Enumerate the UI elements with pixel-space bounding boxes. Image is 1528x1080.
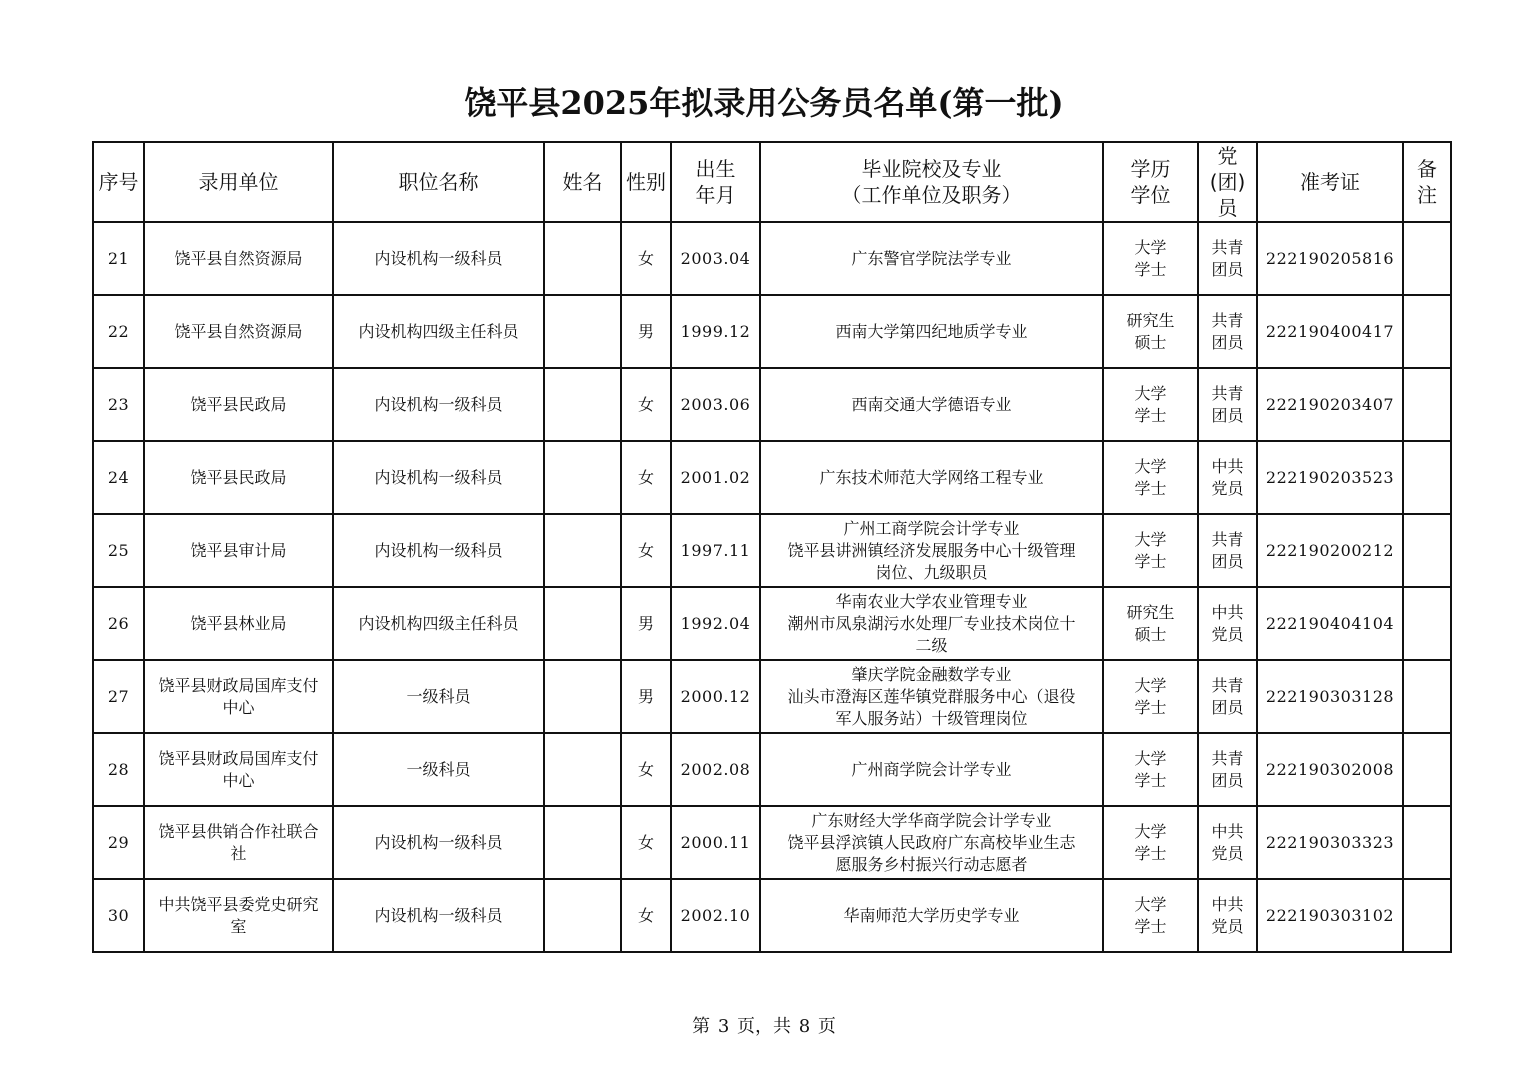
- cell-party-line: 团员: [1211, 770, 1244, 790]
- cell-remark: [1403, 368, 1451, 441]
- cell-school: [760, 806, 1103, 879]
- cell-seq: 22: [93, 295, 144, 368]
- table-row: [93, 660, 1451, 733]
- cell-party-line: 团员: [1211, 332, 1244, 352]
- cell-unit: [144, 879, 333, 952]
- header-party-line: 员: [1217, 196, 1238, 220]
- cell-name: [544, 733, 621, 806]
- cell-party-line: 中共: [1211, 602, 1244, 622]
- cell-education-line: 学士: [1134, 259, 1167, 279]
- header-party-line: (团): [1209, 170, 1246, 194]
- cell-school: [760, 733, 1103, 806]
- cell-position: 内设机构一级科员: [333, 368, 544, 441]
- cell-education: [1103, 295, 1198, 368]
- header-school-line: （工作单位及职务）: [841, 183, 1022, 207]
- cell-education-line: 学士: [1134, 478, 1167, 498]
- cell-remark: [1403, 733, 1451, 806]
- cell-party-line: 党员: [1211, 916, 1244, 936]
- cell-school-line: 肇庆学院金融数学专业: [851, 664, 1012, 684]
- cell-exam-id: 222190404104: [1257, 587, 1403, 660]
- header-unit: 录用单位: [144, 142, 333, 222]
- cell-unit: [144, 806, 333, 879]
- header-education-line: 学历: [1130, 157, 1171, 181]
- table-row: [93, 222, 1451, 295]
- cell-exam-id: 222190303102: [1257, 879, 1403, 952]
- cell-exam-id: 222190205816: [1257, 222, 1403, 295]
- cell-education-line: 研究生: [1126, 310, 1175, 330]
- cell-education: [1103, 441, 1198, 514]
- cell-school: [760, 368, 1103, 441]
- cell-name: [544, 514, 621, 587]
- cell-remark: [1403, 806, 1451, 879]
- cell-unit-line: 社: [230, 843, 247, 863]
- cell-unit-line: 饶平县供销合作社联合: [158, 821, 319, 841]
- cell-birth: 2000.12: [671, 660, 760, 733]
- table-row: [93, 587, 1451, 660]
- cell-party-line: 共青: [1211, 237, 1244, 257]
- header-birth: [671, 142, 760, 222]
- cell-party-line: 党员: [1211, 843, 1244, 863]
- cell-name: [544, 441, 621, 514]
- header-education: [1103, 142, 1198, 222]
- cell-gender: 女: [621, 441, 671, 514]
- cell-birth: 2002.10: [671, 879, 760, 952]
- cell-school: [760, 587, 1103, 660]
- cell-position: 内设机构一级科员: [333, 222, 544, 295]
- cell-birth: 2003.06: [671, 368, 760, 441]
- cell-remark: [1403, 514, 1451, 587]
- cell-party: [1198, 295, 1257, 368]
- cell-party: [1198, 587, 1257, 660]
- cell-exam-id: 222190303323: [1257, 806, 1403, 879]
- cell-position: 内设机构一级科员: [333, 441, 544, 514]
- cell-education: [1103, 733, 1198, 806]
- cell-school-line: 饶平县讲洲镇经济发展服务中心十级管理: [787, 540, 1076, 560]
- cell-education: [1103, 222, 1198, 295]
- cell-school-line: 广州工商学院会计学专业: [843, 518, 1020, 538]
- cell-gender: 女: [621, 879, 671, 952]
- cell-seq: 29: [93, 806, 144, 879]
- cell-position: 一级科员: [333, 733, 544, 806]
- cell-unit-line: 饶平县财政局国库支付: [158, 675, 319, 695]
- header-seq: 序号: [93, 142, 144, 222]
- cell-school: [760, 441, 1103, 514]
- cell-exam-id: 222190203407: [1257, 368, 1403, 441]
- header-school-line: 毕业院校及专业: [861, 157, 1002, 181]
- cell-party: [1198, 806, 1257, 879]
- cell-education-line: 硕士: [1134, 624, 1167, 644]
- cell-education: [1103, 806, 1198, 879]
- cell-unit: 饶平县民政局: [144, 441, 333, 514]
- cell-party-line: 共青: [1211, 675, 1244, 695]
- cell-party: [1198, 660, 1257, 733]
- cell-gender: 女: [621, 733, 671, 806]
- cell-unit-line: 饶平县财政局国库支付: [158, 748, 319, 768]
- cell-seq: 24: [93, 441, 144, 514]
- cell-unit-line: 室: [230, 916, 247, 936]
- cell-remark: [1403, 587, 1451, 660]
- table-row: [93, 441, 1451, 514]
- cell-unit: 饶平县自然资源局: [144, 295, 333, 368]
- cell-party: [1198, 368, 1257, 441]
- cell-unit: [144, 660, 333, 733]
- header-name: 姓名: [544, 142, 621, 222]
- cell-birth: 1997.11: [671, 514, 760, 587]
- cell-gender: 女: [621, 514, 671, 587]
- cell-birth: 1999.12: [671, 295, 760, 368]
- cell-school-line: 军人服务站）十级管理岗位: [835, 708, 1028, 728]
- cell-exam-id: 222190302008: [1257, 733, 1403, 806]
- cell-birth: 2002.08: [671, 733, 760, 806]
- cell-position: 内设机构四级主任科员: [333, 587, 544, 660]
- cell-school-line: 广东警官学院法学专业: [851, 248, 1012, 268]
- cell-school-line: 华南农业大学农业管理专业: [835, 591, 1028, 611]
- cell-exam-id: 222190303128: [1257, 660, 1403, 733]
- roster-table: [92, 141, 1452, 953]
- cell-school: [760, 295, 1103, 368]
- cell-education-line: 大学: [1134, 383, 1167, 403]
- cell-education-line: 硕士: [1134, 332, 1167, 352]
- cell-remark: [1403, 441, 1451, 514]
- cell-school-line: 潮州市凤泉湖污水处理厂专业技术岗位十: [787, 613, 1076, 633]
- cell-education-line: 研究生: [1126, 602, 1175, 622]
- cell-birth: 2001.02: [671, 441, 760, 514]
- cell-school-line: 二级: [915, 635, 948, 655]
- header-party-line: 党: [1217, 144, 1238, 168]
- roster-body: [93, 222, 1451, 952]
- cell-school-line: 广东财经大学华商学院会计学专业: [811, 810, 1052, 830]
- cell-education: [1103, 514, 1198, 587]
- cell-gender: 女: [621, 806, 671, 879]
- table-row: [93, 368, 1451, 441]
- cell-name: [544, 295, 621, 368]
- table-row: [93, 514, 1451, 587]
- cell-position: 内设机构一级科员: [333, 514, 544, 587]
- header-school: [760, 142, 1103, 222]
- cell-party-line: 团员: [1211, 259, 1244, 279]
- cell-birth: 1992.04: [671, 587, 760, 660]
- header-remark-line: 备: [1417, 157, 1437, 181]
- cell-education-line: 学士: [1134, 770, 1167, 790]
- cell-remark: [1403, 295, 1451, 368]
- cell-unit: 饶平县民政局: [144, 368, 333, 441]
- cell-school-line: 西南大学第四纪地质学专业: [835, 321, 1028, 341]
- header-birth-line: 出生: [695, 157, 736, 181]
- cell-party-line: 共青: [1211, 748, 1244, 768]
- header-birth-line: 年月: [695, 183, 736, 207]
- cell-exam-id: 222190200212: [1257, 514, 1403, 587]
- cell-name: [544, 660, 621, 733]
- cell-exam-id: 222190400417: [1257, 295, 1403, 368]
- cell-name: [544, 879, 621, 952]
- cell-unit: [144, 733, 333, 806]
- cell-education: [1103, 660, 1198, 733]
- cell-party: [1198, 514, 1257, 587]
- footer-prefix: 第: [692, 1016, 711, 1037]
- cell-party-line: 团员: [1211, 697, 1244, 717]
- cell-school: [760, 879, 1103, 952]
- cell-party: [1198, 222, 1257, 295]
- cell-position: 内设机构四级主任科员: [333, 295, 544, 368]
- header-exam-id: 准考证: [1257, 142, 1403, 222]
- cell-school-line: 饶平县浮滨镇人民政府广东高校毕业生志: [787, 832, 1076, 852]
- cell-remark: [1403, 879, 1451, 952]
- cell-education-line: 大学: [1134, 529, 1167, 549]
- cell-party-line: 团员: [1211, 551, 1244, 571]
- cell-party-line: 中共: [1211, 894, 1244, 914]
- cell-school-line: 广东技术师范大学网络工程专业: [819, 467, 1044, 487]
- header-remark: [1403, 142, 1451, 222]
- cell-name: [544, 806, 621, 879]
- cell-school-line: 西南交通大学德语专业: [851, 394, 1012, 414]
- cell-unit: 饶平县自然资源局: [144, 222, 333, 295]
- cell-school-line: 华南师范大学历史学专业: [843, 905, 1020, 925]
- cell-position: 一级科员: [333, 660, 544, 733]
- cell-party-line: 共青: [1211, 310, 1244, 330]
- header-education-line: 学位: [1130, 183, 1171, 207]
- cell-gender: 女: [621, 222, 671, 295]
- cell-party-line: 党员: [1211, 624, 1244, 644]
- cell-school: [760, 222, 1103, 295]
- cell-education-line: 大学: [1134, 748, 1167, 768]
- page-footer: [0, 1012, 1528, 1038]
- footer-suffix: 页: [817, 1016, 836, 1037]
- header-remark-line: 注: [1417, 183, 1437, 207]
- cell-education-line: 学士: [1134, 405, 1167, 425]
- cell-party-line: 共青: [1211, 383, 1244, 403]
- table-row: [93, 806, 1451, 879]
- cell-party-line: 团员: [1211, 405, 1244, 425]
- cell-education-line: 大学: [1134, 237, 1167, 257]
- header-party: [1198, 142, 1257, 222]
- table-row: [93, 879, 1451, 952]
- cell-party-line: 中共: [1211, 456, 1244, 476]
- cell-school-line: 汕头市澄海区莲华镇党群服务中心（退役: [787, 686, 1076, 706]
- page-title: 饶平县2025年拟录用公务员名单(第一批): [464, 84, 1064, 122]
- footer-page-total: 8: [798, 1016, 811, 1037]
- cell-school: [760, 660, 1103, 733]
- cell-education-line: 学士: [1134, 697, 1167, 717]
- cell-seq: 21: [93, 222, 144, 295]
- cell-seq: 25: [93, 514, 144, 587]
- cell-seq: 26: [93, 587, 144, 660]
- header-position: 职位名称: [333, 142, 544, 222]
- cell-unit-line: 中心: [222, 697, 255, 717]
- header-row: [93, 142, 1451, 222]
- cell-party: [1198, 879, 1257, 952]
- cell-birth: 2000.11: [671, 806, 760, 879]
- cell-name: [544, 587, 621, 660]
- cell-exam-id: 222190203523: [1257, 441, 1403, 514]
- cell-seq: 30: [93, 879, 144, 952]
- cell-education-line: 学士: [1134, 551, 1167, 571]
- cell-gender: 男: [621, 587, 671, 660]
- cell-education-line: 大学: [1134, 675, 1167, 695]
- cell-seq: 23: [93, 368, 144, 441]
- cell-seq: 28: [93, 733, 144, 806]
- cell-party-line: 共青: [1211, 529, 1244, 549]
- cell-party: [1198, 733, 1257, 806]
- cell-gender: 男: [621, 660, 671, 733]
- cell-unit-line: 中共饶平县委党史研究: [158, 894, 319, 914]
- cell-seq: 27: [93, 660, 144, 733]
- cell-gender: 男: [621, 295, 671, 368]
- cell-position: 内设机构一级科员: [333, 806, 544, 879]
- cell-school-line: 愿服务乡村振兴行动志愿者: [835, 854, 1028, 874]
- footer-mid: 页，共: [737, 1016, 791, 1037]
- cell-unit-line: 中心: [222, 770, 255, 790]
- cell-school-line: 广州商学院会计学专业: [851, 759, 1012, 779]
- footer-page-current: 3: [717, 1016, 730, 1037]
- cell-remark: [1403, 222, 1451, 295]
- table-row: [93, 733, 1451, 806]
- cell-unit: 饶平县审计局: [144, 514, 333, 587]
- cell-education-line: 学士: [1134, 916, 1167, 936]
- cell-party-line: 中共: [1211, 821, 1244, 841]
- cell-party: [1198, 441, 1257, 514]
- cell-education-line: 大学: [1134, 894, 1167, 914]
- cell-birth: 2003.04: [671, 222, 760, 295]
- table-row: [93, 295, 1451, 368]
- cell-education-line: 学士: [1134, 843, 1167, 863]
- cell-remark: [1403, 660, 1451, 733]
- cell-party-line: 党员: [1211, 478, 1244, 498]
- cell-name: [544, 222, 621, 295]
- cell-education-line: 大学: [1134, 821, 1167, 841]
- cell-education: [1103, 587, 1198, 660]
- cell-education: [1103, 879, 1198, 952]
- cell-education-line: 大学: [1134, 456, 1167, 476]
- cell-education: [1103, 368, 1198, 441]
- cell-unit: 饶平县林业局: [144, 587, 333, 660]
- cell-gender: 女: [621, 368, 671, 441]
- cell-name: [544, 368, 621, 441]
- cell-school: [760, 514, 1103, 587]
- header-gender: 性别: [621, 142, 671, 222]
- cell-school-line: 岗位、九级职员: [875, 562, 988, 582]
- cell-position: 内设机构一级科员: [333, 879, 544, 952]
